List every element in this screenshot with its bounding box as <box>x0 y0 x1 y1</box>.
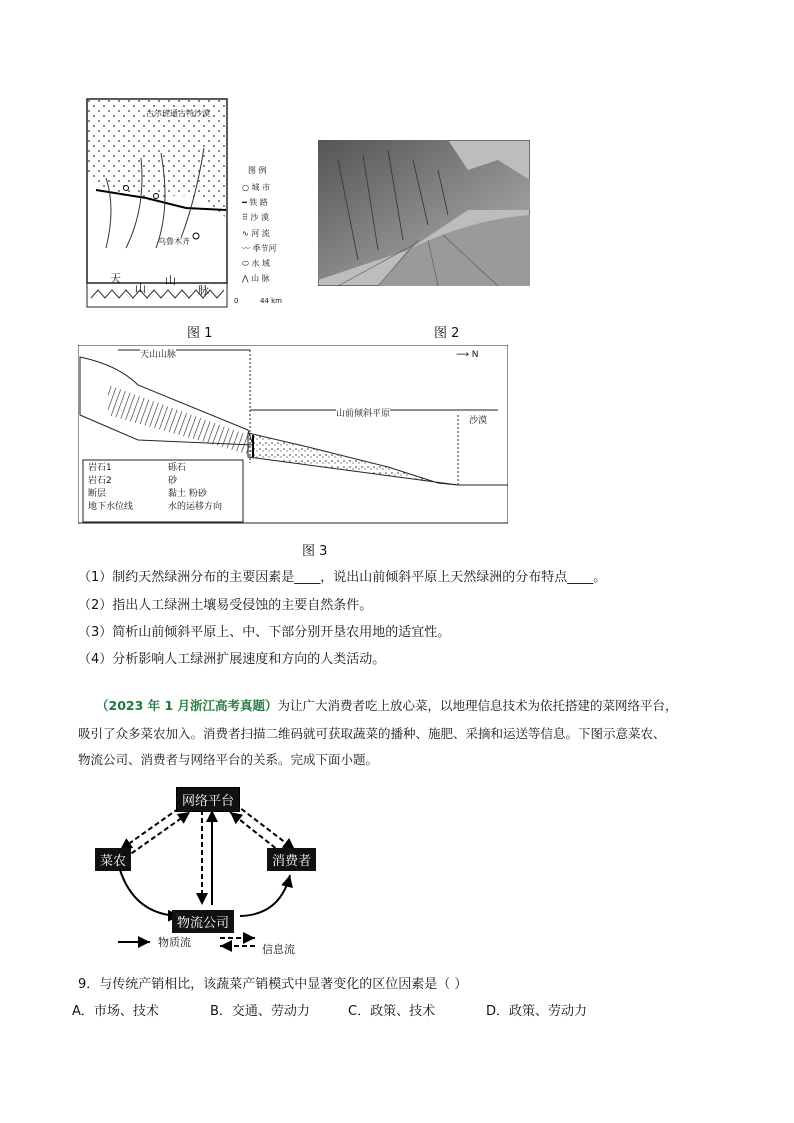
source-tag: （2023 年 1 月浙江高考真题） <box>96 698 278 713</box>
figure-1-caption: 图 1 <box>187 326 213 341</box>
intro-line-3: 物流公司、消费者与网络平台的关系。完成下面小题。 <box>78 752 379 767</box>
legend-desert: ⠿ 沙 漠 <box>242 213 269 223</box>
legend-water-table: 地下水位线 <box>88 502 134 512</box>
legend-seasonal-river: 〰 季节河 <box>242 243 277 253</box>
legend-gravel: 砾石 <box>168 463 187 473</box>
scale-end: 44 km <box>260 297 283 305</box>
node-platform: 网络平台 <box>176 787 240 812</box>
node-consumer: 消费者 <box>267 848 316 871</box>
mountain-char-4: 脉 <box>198 284 209 297</box>
option-d[interactable]: D．政策、劳动力 <box>486 1004 588 1019</box>
node-logistics: 物流公司 <box>172 910 234 933</box>
question-9-stem: 9．与传统产销相比，该蔬菜产销模式中显著变化的区位因素是（ ） <box>78 977 468 992</box>
scale-zero: 0 <box>234 297 239 305</box>
fig1-legend <box>242 180 277 286</box>
legend-material-flow: 物质流 <box>158 936 191 949</box>
legend-rock1: 岩石1 <box>88 463 112 473</box>
north-arrow: ⟶ N <box>456 350 479 360</box>
option-c[interactable]: C．政策、技术 <box>348 1004 436 1019</box>
node-farmer: 菜农 <box>95 848 131 871</box>
mountain-char-1: 天 <box>110 272 121 285</box>
legend-mountain: ⋀ 山 脉 <box>242 274 270 284</box>
question-1: （1）制约天然绿洲分布的主要因素是____，说出山前倾斜平原上天然绿洲的分布特点____。 <box>78 570 607 585</box>
legend-water: ⬭ 水 域 <box>242 259 270 269</box>
question-3: （3）简析山前倾斜平原上、中、下部分别开垦农用地的适宜性。 <box>78 625 451 640</box>
figure-2-caption: 图 2 <box>434 326 460 341</box>
option-b[interactable]: B．交通、劳动力 <box>210 1004 310 1019</box>
desert-label: 古尔班通古特沙漠 <box>146 109 210 118</box>
legend-railway: ━ 铁 路 <box>242 198 268 208</box>
intro-line-1: （2023 年 1 月浙江高考真题）为让广大消费者吃上放心菜，以地理信息技术为依托搭建的菜网络平台， <box>96 698 678 713</box>
mountain-char-3: 山 <box>165 274 176 287</box>
intro-line-2: 吸引了众多菜农加入。消费者扫描二维码就可获取蔬菜的播种、施肥、采摘和运送等信息。下图示意菜农、 <box>78 726 666 741</box>
legend-rock2: 岩石2 <box>88 476 112 486</box>
question-4: （4）分析影响人工绿洲扩展速度和方向的人类活动。 <box>78 652 386 667</box>
legend-water-direction: 水的运移方向 <box>168 502 223 512</box>
legend-river: ∿ 河 流 <box>242 228 270 238</box>
fig3-desert-label: 沙漠 <box>469 413 487 426</box>
fig3-legend <box>88 462 238 514</box>
figure-3-caption: 图 3 <box>302 544 328 559</box>
legend-city: ○ 城 市 <box>242 183 271 192</box>
option-a[interactable]: A．市场、技术 <box>72 1004 159 1019</box>
legend-clay: 黏土 粉砂 <box>168 489 207 499</box>
question-2: （2）指出人工绿洲土壤易受侵蚀的主要自然条件。 <box>78 598 373 613</box>
legend-sand: 砂 <box>168 476 178 486</box>
fig3-mountain-label: 天山山脉 <box>140 347 176 360</box>
fig1-legend-title: 图 例 <box>248 166 267 175</box>
legend-fault: 断层 <box>88 489 107 499</box>
legend-info-flow: 信息流 <box>262 943 295 956</box>
figure-2-landscape <box>318 140 530 286</box>
city-label: 乌鲁木齐 <box>158 237 190 246</box>
mountain-char-2: 山 <box>135 282 146 295</box>
fig3-plain-label: 山前倾斜平原 <box>336 406 390 419</box>
